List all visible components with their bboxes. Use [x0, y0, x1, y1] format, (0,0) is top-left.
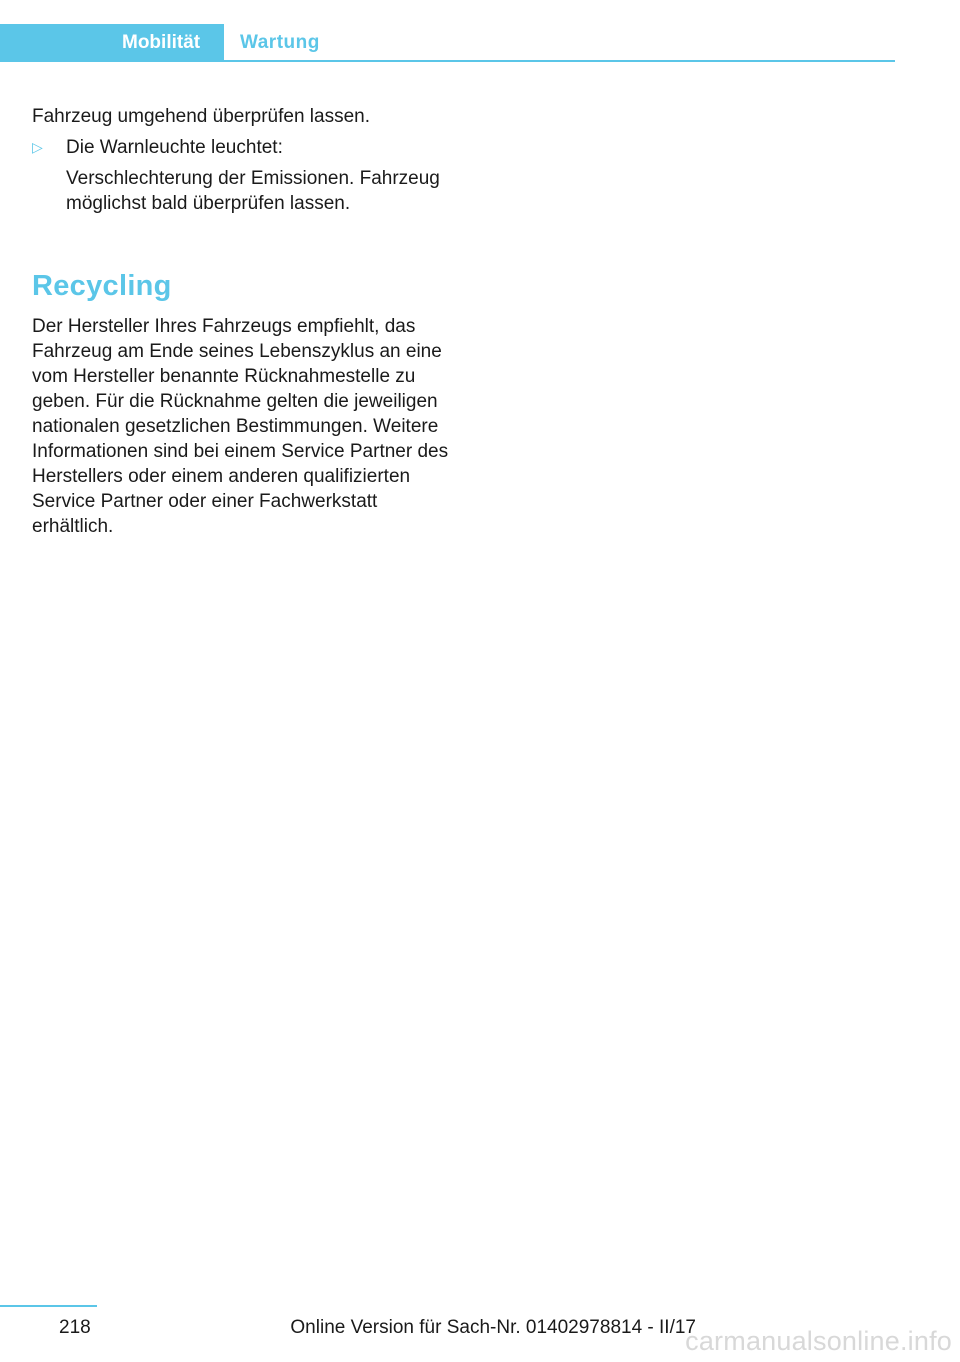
watermark: carmanualsonline.info: [685, 1326, 952, 1356]
recycling-paragraph: Der Hersteller Ihres Fahrzeugs empfiehlt, das Fahrzeug am Ende seines Lebenszyklus an eine vom Hersteller benannte Rücknahmestelle zu geben. Für die Rücknahme gelten die jeweiligen nationalen gesetzlichen Bestimmungen. Weitere Informationen sind bei einem Service Partner des Herstellers oder einem anderen qualifizierten Service Partner oder einer Fachwerkstatt erhältlich.: [32, 316, 449, 537]
page-content: [32, 104, 452, 539]
bullet-detail: Verschlechterung der Emissionen. Fahrzeug möglichst bald überprüfen lassen.: [66, 168, 440, 214]
page-header: [0, 0, 960, 62]
footer-divider: [0, 1305, 97, 1307]
footer-version-note: Online Version für Sach-Nr. 01402978814 - II/17: [290, 1317, 696, 1338]
continued-paragraph: Fahrzeug umgehend überprüfen lassen.: [32, 106, 371, 127]
tab-mobilitaet[interactable]: Mobilität: [0, 24, 224, 62]
bullet-item: [32, 135, 452, 160]
triangle-bullet-icon: ▷: [32, 139, 43, 155]
tab-wartung[interactable]: Wartung: [240, 32, 320, 53]
bullet-title: Die Warnleuchte leuchtet:: [66, 137, 283, 158]
header-divider: [0, 60, 895, 62]
section-heading-recycling: Recycling: [32, 270, 172, 302]
page-number: 218: [59, 1317, 91, 1338]
